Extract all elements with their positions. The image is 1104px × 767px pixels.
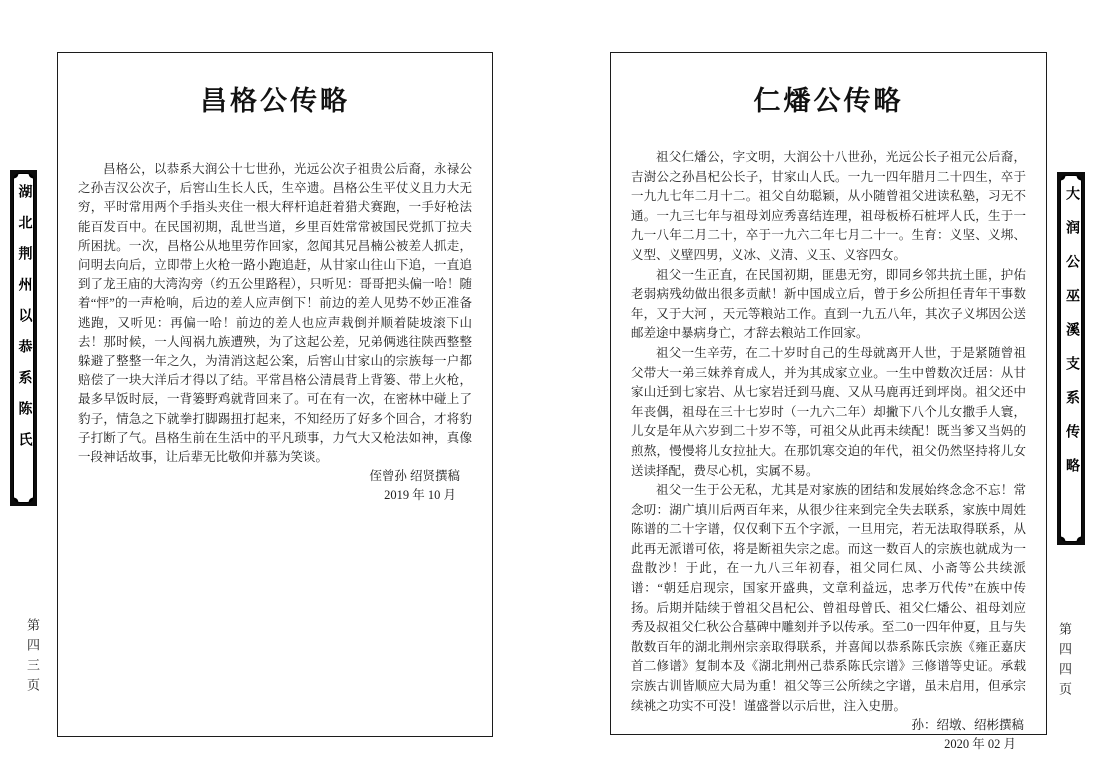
left-margin-ornament: [10, 170, 37, 506]
right-page-date: 2020 年 02 月: [944, 737, 1016, 752]
right-margin-ornament: [1057, 172, 1085, 545]
left-page-author-signature: 侄曾孙 绍贤撰稿: [369, 469, 460, 484]
right-page-paragraph: 祖父一生正直，在民国初期，匪患无穷，即同乡邻共抗土匪，护佑老弱病残幼做出很多贡献！新中国成立后，曾于乡公所担任青年干事数年，又于大河 ，天元等粮站工作。直到一九五八年，其次子义垹因公送邮差途中暴病身亡，才辞去粮站工作回家。: [631, 267, 1026, 341]
right-page-title: 仁燔公传略: [753, 86, 904, 116]
left-page-paragraph: 昌格公，以恭系大润公十七世孙，光远公次子祖贵公后裔，永禄公之孙吉汉公次子，后窖山生长人氏，生卒遗。昌格公生平仗义且力大无穷，平时常用两个手指头夹住一根大秤杆追赶着猎犬赛跑，一手好枪法能百发百中。在民国初期，乱世当道，乡里百姓常常被国民党抓丁拉夫所困扰。一次，昌格公从地里劳作回家，忽闻其兄昌楠公被差人抓走，问明去向后，立即带上火枪一路小跑追赶，从甘家山往山下追，一直追到了龙王庙的大湾沟旁（约五公里路程），只听见：哥哥把头偏一哈！随着“怦”的一声枪响，后边的差人应声倒下！前边的差人见势不妙正准备逃跑，又听见：再偏一哈！前边的差人也应声栽倒并顺着陡坡滚下山去！那时候，一人闯祸九族遭殃，为了这起公差，兄弟俩逃往陕西整整躲避了整整一年之久，为清消这起公案，后窖山甘家山的宗族每一户都赔偿了一块大洋后才得以了结。平常昌格公清晨背上背篓、带上火枪，最多早饭时辰，一背篓野鸡就背回来了。可在有一次，在密林中碰上了豹子，情急之下就拳打脚踢扭打起来，不知经历了好多个回合，才将豹子打断了气。昌格生前在生活中的平凡琐事，力气大又枪法如神，真像一段神话故事，让后辈无比敬仰并慕为笑谈。: [78, 162, 472, 465]
left-page-date: 2019 年 10 月: [384, 488, 456, 503]
page-44-frame: [610, 52, 1047, 752]
left-page-number: 第四三页: [25, 618, 40, 698]
page-43-frame: [57, 52, 493, 737]
right-page-paragraph: 祖父一生于公无私，尤其是对家族的团结和发展始终念念不忘！常念叨：湖广填川后两百年来，从很少往来到完全失去联系，家族中周姓陈谱的二十字谱，仅仅剩下五个字派，一旦用完，若无法取得联系，从此再无派谱可依，将是断祖失宗之虑。而这一数百人的宗族也就成为一盘散沙！于此，在一九八三年初春，祖父同仁凤、小斋等公共续派谱：“朝廷启现宗，国家开盛典，文章利益远，忠孝万代传”在族中传扬。后期并陆续于曾祖父昌杞公、曾祖母曾氏、祖父仁燔公、祖母刘应秀及叔祖父仁秋公合墓碑中雕刻并予以传承。至二0一四年仲夏，且与失散数百年的湖北荆州宗亲取得联系，并喜闻以恭系陈氏宗族《雍正嘉庆首二修谱》复制本及《湖北荆州己恭系陈氏宗谱》三修谱等史证。承载宗族古训皆顺应大局为重！祖父等三公所续之字谱，虽未启用，但承宗续祧之功实不可没！谨盛誉以示后世，注入史册。: [631, 483, 1026, 713]
left-margin-panel: [13, 173, 34, 503]
right-margin-label: 大润公巫溪支系传略: [1064, 186, 1079, 492]
right-page-paragraph: 祖父一生辛劳，在二十岁时自己的生母就离开人世，于是紧随曾祖父带大一弟三妹养育成人，并为其成家立业。一生中曾数次迁居：从甘家山迁到七家岩、从七家岩迁到马鹿、又从马鹿再迁到坪岗。祖父还中年丧偶，祖母在三十七岁时（一九六二年）却撇下八个儿女撒手人寰，儿女是年从六岁到二十岁不等，可祖父从此再未续配！既当爹又当妈的煎熬，慢慢将儿女拉扯大。在那饥寒交迫的年代，祖父仍然坚持将儿女送读择配，费尽心机，实属不易。: [631, 345, 1026, 478]
right-page-paragraph: 祖父仁燔公，字文明，大润公十八世孙，光远公长子祖元公后裔，吉澍公之孙昌杞公长子，甘家山人氏。一九一四年腊月二十四生，卒于一九九七年二月十二。祖父自幼聪颖，从小随曾祖父进读私塾，习无不通。一九三七年与祖母刘应秀喜结连理，祖母板桥石桩坪人氏，生于一九一八年二月二十，卒于一九六二年七月二十一。生育：义坚、义垹、义型、义壁四男，义冰、义清、义玉、义容四女。: [631, 150, 1026, 262]
right-page-number: 第四四页: [1057, 622, 1072, 702]
right-page-author-signature: 孙：绍墩、绍彬撰稿: [911, 718, 1024, 733]
right-margin-panel: [1060, 175, 1082, 542]
left-margin-label: 湖北荆州以恭系陈氏: [16, 184, 32, 463]
left-page-title: 昌格公传略: [200, 86, 350, 116]
